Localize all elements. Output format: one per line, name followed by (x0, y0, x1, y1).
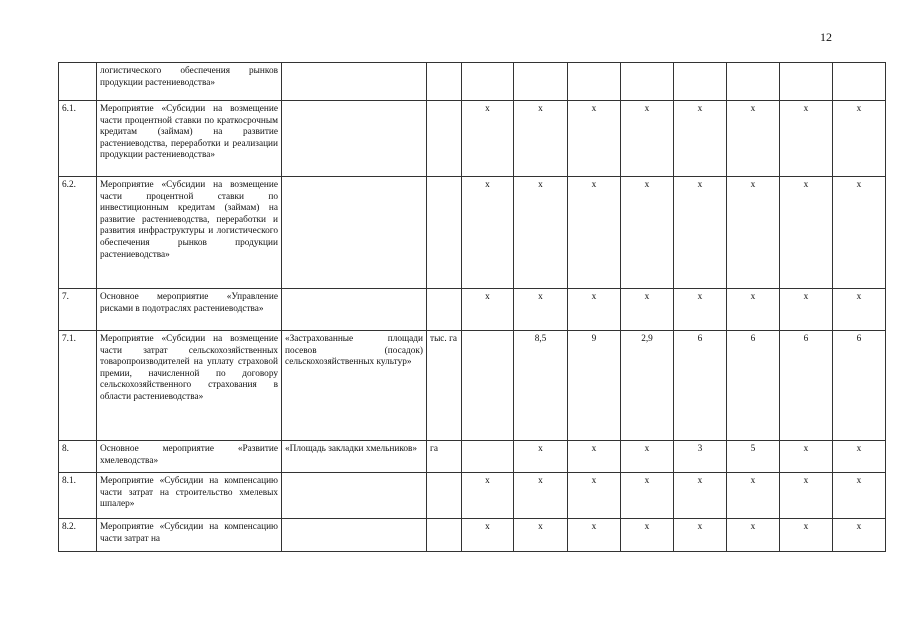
value-cell: х (780, 289, 833, 331)
activity-name-cell: Мероприятие «Субсидии на возмещение части процентной ставки по краткосрочным кредитам (займам) на развитие растениеводства, переработки и реализации продукции растениеводства» (97, 101, 282, 177)
table-row (59, 101, 886, 177)
activity-name-cell: Мероприятие «Субсидии на возмещение части процентной ставки по инвестиционным кредитам (займам) на развитие растениеводства, переработки и развития инфраструктуры и логистического обеспечения рынков продукции растениеводства» (97, 177, 282, 289)
value-cell: х (514, 519, 568, 552)
value-cell: х (674, 473, 727, 519)
value-cell (462, 331, 514, 441)
indicator-cell (282, 519, 427, 552)
table-row (59, 473, 886, 519)
value-cell: х (833, 289, 886, 331)
value-cell: х (514, 473, 568, 519)
value-cell: х (462, 473, 514, 519)
value-cell: х (514, 101, 568, 177)
value-cell: х (780, 177, 833, 289)
row-number-cell: 7.1. (59, 331, 97, 441)
value-cell: х (833, 441, 886, 473)
value-cell (833, 63, 886, 101)
value-cell: х (568, 101, 621, 177)
value-cell: х (833, 473, 886, 519)
value-cell: х (462, 177, 514, 289)
row-number-cell: 6.1. (59, 101, 97, 177)
table-row (59, 441, 886, 473)
value-cell: 6 (780, 331, 833, 441)
value-cell: х (780, 441, 833, 473)
value-cell (462, 441, 514, 473)
value-cell (621, 63, 674, 101)
value-cell: х (621, 101, 674, 177)
value-cell: х (780, 473, 833, 519)
value-cell: 9 (568, 331, 621, 441)
value-cell: 2,9 (621, 331, 674, 441)
value-cell: х (514, 177, 568, 289)
unit-cell (427, 177, 462, 289)
value-cell: 3 (674, 441, 727, 473)
value-cell: х (462, 101, 514, 177)
row-number-cell: 8.2. (59, 519, 97, 552)
indicator-cell: «Площадь закладки хмельников» (282, 441, 427, 473)
value-cell: х (727, 519, 780, 552)
value-cell: х (514, 441, 568, 473)
value-cell: 6 (674, 331, 727, 441)
value-cell: х (621, 473, 674, 519)
value-cell: х (568, 289, 621, 331)
activity-name-cell: Основное мероприятие «Развитие хмелеводства» (97, 441, 282, 473)
program-table (58, 62, 886, 552)
value-cell: х (621, 441, 674, 473)
value-cell: х (780, 519, 833, 552)
value-cell: х (462, 519, 514, 552)
table-row (59, 519, 886, 552)
activity-name-cell: Мероприятие «Субсидии на компенсацию части затрат на (97, 519, 282, 552)
unit-cell (427, 473, 462, 519)
value-cell: х (727, 289, 780, 331)
table-row (59, 289, 886, 331)
value-cell: х (568, 519, 621, 552)
row-number-cell: 8.1. (59, 473, 97, 519)
activity-name-cell: логистического обеспечения рынков продукции растениеводства» (97, 63, 282, 101)
value-cell: х (621, 289, 674, 331)
activity-name-cell: Основное мероприятие «Управление рисками в подотраслях растениеводства» (97, 289, 282, 331)
value-cell: х (674, 519, 727, 552)
activity-name-cell: Мероприятие «Субсидии на компенсацию части затрат на строительство хмелевых шпалер» (97, 473, 282, 519)
value-cell: х (727, 101, 780, 177)
value-cell: х (780, 101, 833, 177)
value-cell: х (621, 177, 674, 289)
indicator-cell (282, 177, 427, 289)
table-row (59, 177, 886, 289)
value-cell (727, 63, 780, 101)
row-number-cell (59, 63, 97, 101)
unit-cell (427, 101, 462, 177)
value-cell: х (514, 289, 568, 331)
unit-cell: га (427, 441, 462, 473)
indicator-cell (282, 473, 427, 519)
value-cell: х (833, 101, 886, 177)
row-number-cell: 6.2. (59, 177, 97, 289)
indicator-cell (282, 63, 427, 101)
row-number-cell: 8. (59, 441, 97, 473)
value-cell: 6 (727, 331, 780, 441)
row-number-cell: 7. (59, 289, 97, 331)
value-cell: х (833, 519, 886, 552)
value-cell: 8,5 (514, 331, 568, 441)
value-cell: 6 (833, 331, 886, 441)
value-cell: х (674, 289, 727, 331)
value-cell: х (674, 101, 727, 177)
value-cell: 5 (727, 441, 780, 473)
value-cell: х (462, 289, 514, 331)
value-cell: х (568, 441, 621, 473)
value-cell: х (568, 473, 621, 519)
unit-cell (427, 63, 462, 101)
value-cell (568, 63, 621, 101)
value-cell: х (621, 519, 674, 552)
value-cell: х (568, 177, 621, 289)
table-row (59, 331, 886, 441)
value-cell: х (727, 473, 780, 519)
unit-cell (427, 289, 462, 331)
activity-name-cell: Мероприятие «Субсидии на возмещение части затрат сельскохозяйственных товаропроизводителей на уплату страховой премии, начисленной по договору сельскохозяйственного страхования в области растениеводства» (97, 331, 282, 441)
indicator-cell: «Застрахованные площади посевов (посадок) сельскохозяйственных культур» (282, 331, 427, 441)
value-cell: х (833, 177, 886, 289)
indicator-cell (282, 101, 427, 177)
value-cell (462, 63, 514, 101)
value-cell: х (674, 177, 727, 289)
value-cell (674, 63, 727, 101)
indicator-cell (282, 289, 427, 331)
value-cell (514, 63, 568, 101)
unit-cell (427, 519, 462, 552)
page-number: 12 (820, 30, 832, 44)
value-cell: х (727, 177, 780, 289)
value-cell (780, 63, 833, 101)
table-row (59, 63, 886, 101)
unit-cell: тыс. га (427, 331, 462, 441)
